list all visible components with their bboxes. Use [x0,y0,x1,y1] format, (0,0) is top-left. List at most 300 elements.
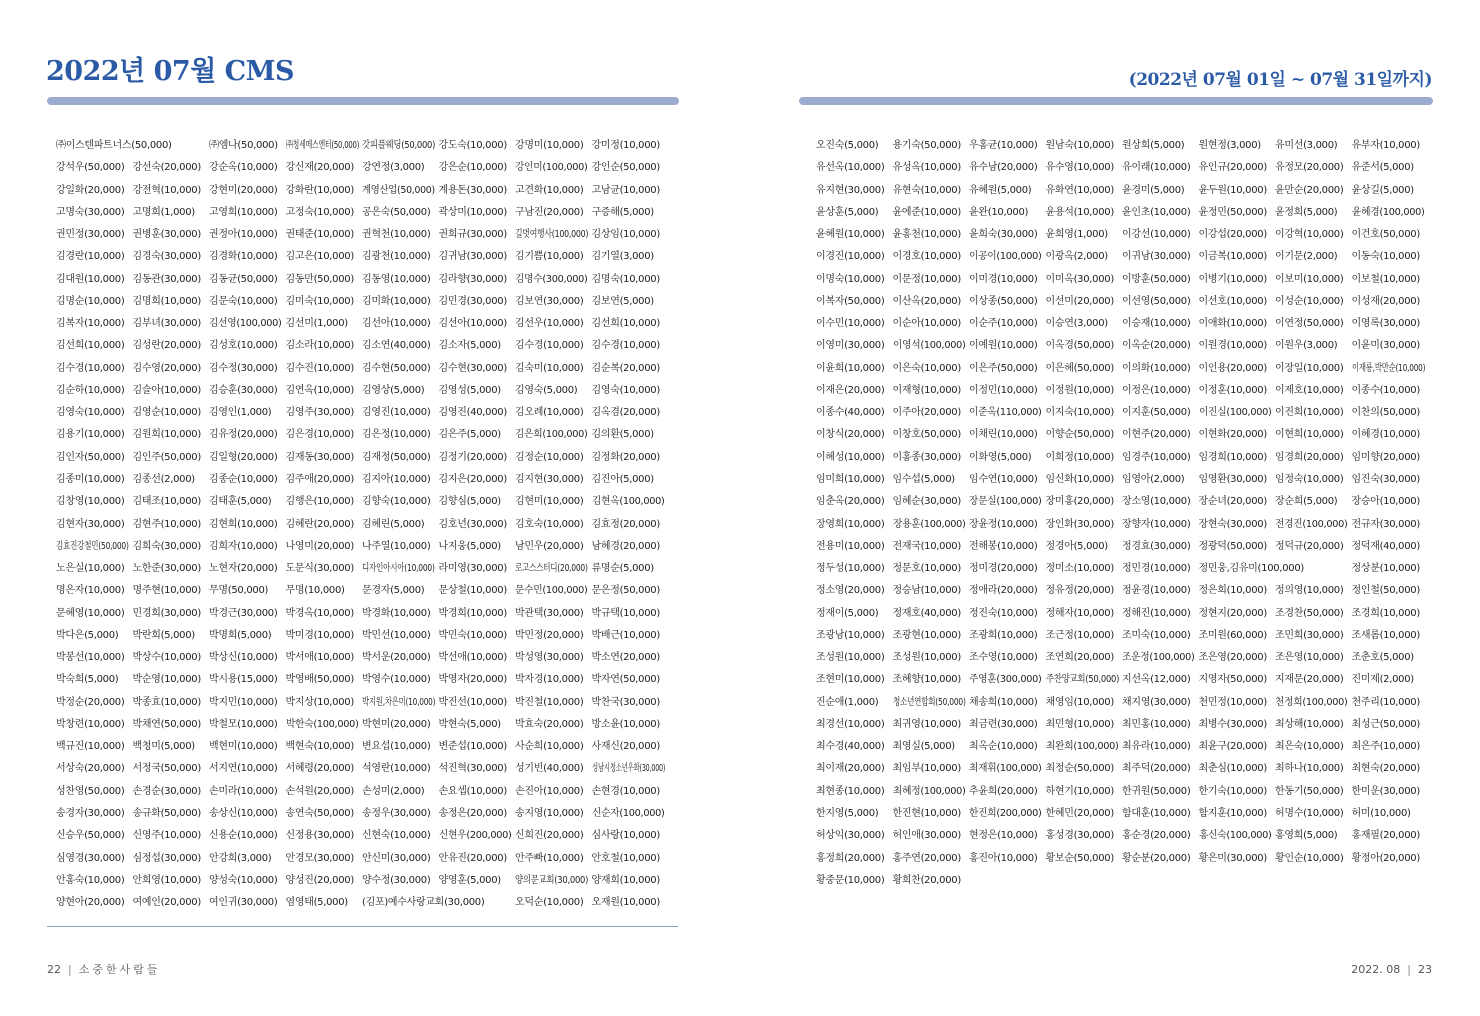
donor-entry: 정미소(10,000) [1045,563,1114,575]
donor-cell [816,358,893,380]
donor-entry: 김현주(10,000) [132,518,201,530]
donor-cell [1122,447,1199,469]
donor-entry: 김진아(5,000) [591,473,654,485]
donor-cell [1046,269,1123,291]
donor-cell [362,313,439,335]
donor-cell [1199,157,1276,179]
donor-cell [1199,580,1276,602]
donor-entry: 박서애(10,000) [285,652,354,664]
donor-cell [1122,402,1199,424]
donor-cell [1046,803,1123,825]
donor-cell [286,848,363,870]
donor-cell [362,358,439,380]
donor-entry: 임수섭(5,000) [892,473,955,485]
donor-entry: 함지훈(10,000) [1198,807,1267,819]
donor-cell [816,380,893,402]
donor-cell [893,669,970,691]
donor-entry: 장인화(30,000) [1045,518,1114,530]
donor-cell [816,246,893,268]
donor-entry: 정두성(10,000) [816,563,885,575]
donor-cell [1046,402,1123,424]
donor-cell [1352,692,1429,714]
donor-cell [893,848,970,870]
donor-cell [56,870,133,892]
donor-cell [592,803,669,825]
donor-entry: 김민경(30,000) [438,295,507,307]
donor-entry: 최현종(10,000) [816,785,885,797]
donor-entry: 황보순(50,000) [1045,852,1114,864]
donor-cell [56,424,133,446]
donor-cell [439,424,516,446]
donor-cell [515,781,592,803]
donor-entry: 한미운(30,000) [1351,785,1420,797]
donor-cell [362,558,439,580]
donor-cell [1199,424,1276,446]
donor-entry: 홍주연(20,000) [892,852,961,864]
donor-entry: 허미(10,000) [1351,807,1411,819]
donor-entry: 채송희(10,000) [969,696,1038,708]
donor-entry: 홍진아(10,000) [969,852,1038,864]
donor-cell [362,758,439,780]
donor-cell [133,380,210,402]
donor-entry: 이윤희(10,000) [816,362,885,374]
donor-cell [1199,848,1276,870]
donor-entry: 김영숙(5,000) [515,384,578,396]
donor-entry: 김효진강철민(50,000) [56,540,129,552]
donor-cell [1046,781,1123,803]
donor-entry: 석영란(10,000) [362,763,431,775]
donor-entry: 신희진(20,000) [515,830,584,842]
donor-cell [362,781,439,803]
donor-cell [133,781,210,803]
donor-cell [133,848,210,870]
donor-entry: 박숙희(5,000) [56,674,119,686]
donor-cell [439,402,516,424]
donor-cell [592,447,669,469]
donor-entry: 이제호(10,000) [1275,384,1344,396]
donor-entry: 이창식(20,000) [816,429,885,441]
donor-entry: 김은희(100,000) [515,429,588,441]
donor-entry: 이귀남(30,000) [1122,251,1191,263]
donor-entry: 천주리(10,000) [1351,696,1420,708]
donor-cell [1352,224,1429,246]
donor-entry: 이현주(20,000) [1122,429,1191,441]
donor-cell [1199,714,1276,736]
donor-cell [1122,758,1199,780]
donor-cell [969,246,1046,268]
donor-entry: 김대원(10,000) [56,273,125,285]
donor-cell [816,491,893,513]
donor-cell [209,536,286,558]
donor-entry: 김영상(5,000) [362,384,425,396]
donor-cell [133,580,210,602]
donor-entry: 안호철(10,000) [591,852,660,864]
donor-entry: 장영희(10,000) [816,518,885,530]
donor-entry: 이은주(50,000) [969,362,1038,374]
donor-entry: 임경주(10,000) [1122,451,1191,463]
left-footer [47,961,160,979]
donor-entry: 전해봉(10,000) [969,540,1038,552]
donor-entry: 명주현(10,000) [132,585,201,597]
donor-cell [515,447,592,469]
donor-entry: 강미정(10,000) [591,140,660,151]
donor-entry: 김기열(3,000) [591,251,654,263]
donor-cell [1122,291,1199,313]
donor-entry: 김현희(10,000) [209,518,278,530]
donor-cell [439,335,516,357]
donor-entry: 최은주(10,000) [1351,741,1420,753]
donor-cell [1199,447,1276,469]
donor-cell [209,491,286,513]
donor-entry: 안홍숙(10,000) [56,874,125,886]
donor-entry: 김재동(30,000) [285,451,354,463]
donor-cell [133,157,210,179]
donor-cell [969,669,1046,691]
donor-cell [1122,625,1199,647]
donor-entry: 김은주(5,000) [438,429,501,441]
donor-cell [592,358,669,380]
donor-cell [133,447,210,469]
donor-entry: 박민선(10,000) [362,629,431,641]
donor-entry: ㈜엠나(50,000) [209,140,278,151]
donor-entry: 김희자(10,000) [209,540,278,552]
donor-entry: 이경호(10,000) [892,251,961,263]
donor-cell [1122,224,1199,246]
donor-cell [209,603,286,625]
donor-entry: 여인귀(30,000) [209,897,278,909]
donor-cell [1199,514,1276,536]
donor-entry: 조운정(100,000) [1122,652,1195,664]
donor-entry: 이은숙(10,000) [892,362,961,374]
donor-entry: 김정기(20,000) [438,451,507,463]
donor-cell [1046,180,1123,202]
donor-entry: 한진현(10,000) [892,807,961,819]
donor-cell [133,825,210,847]
donor-entry: 박경옥(10,000) [285,607,354,619]
donor-cell [969,714,1046,736]
donor-cell [1046,246,1123,268]
donor-entry: 주찬양교회(50,000) [1045,674,1119,686]
donor-entry: 손미라(10,000) [209,785,278,797]
donor-cell [362,803,439,825]
donor-entry: 양성숙(10,000) [209,874,278,886]
donor-cell [439,625,516,647]
donor-cell [133,603,210,625]
donor-entry: 박민숙(10,000) [438,629,507,641]
donor-entry: 김광천(10,000) [362,251,431,263]
donor-cell [362,625,439,647]
donor-cell [209,380,286,402]
donor-cell [1046,491,1123,513]
donor-entry: 손현경(10,000) [591,785,660,797]
donor-entry: 이선영(50,000) [1122,295,1191,307]
donor-entry: 홍성경(30,000) [1045,830,1114,842]
donor-cell [1275,469,1352,491]
donor-entry: 김선희(10,000) [56,340,125,352]
donor-cell [362,647,439,669]
donor-entry: 김복자(10,000) [56,318,125,330]
donor-entry: 신영주(10,000) [132,830,201,842]
donor-cell [592,157,669,179]
donor-entry: 김현옥(100,000) [591,496,665,508]
donor-cell [439,447,516,469]
donor-cell [133,647,210,669]
donor-cell [362,892,515,914]
donor-cell [209,402,286,424]
donor-cell [439,580,516,602]
donor-cell [209,202,286,224]
donor-entry: 김은경(10,000) [285,429,354,441]
donor-cell [1275,202,1352,224]
donor-cell [362,469,439,491]
donor-entry: 김재정(50,000) [362,451,431,463]
donor-entry: 박채연(50,000) [132,718,201,730]
donor-entry: 허명수(10,000) [1275,807,1344,819]
donor-cell [1275,335,1352,357]
donor-cell [1275,269,1352,291]
donor-entry: 양재희(10,000) [591,874,660,886]
donor-cell [969,469,1046,491]
donor-cell [515,714,592,736]
donor-entry: 윤정민(50,000) [1198,206,1267,218]
donor-cell [1275,714,1352,736]
donor-entry: 무명(10,000) [285,585,345,597]
donor-entry: 이상종(50,000) [969,295,1038,307]
donor-entry: 최영실(5,000) [892,741,955,753]
donor-cell [286,246,363,268]
donor-cell [816,647,893,669]
donor-entry: 이순주(10,000) [969,318,1038,330]
donor-entry: 주영훈(300,000) [969,674,1042,686]
donor-entry: 박자경(10,000) [515,674,584,686]
donor-cell [515,224,592,246]
donor-entry: 정덕재(40,000) [1351,540,1420,552]
donor-entry: 정문호(10,000) [892,563,961,575]
donor-cell [439,380,516,402]
donor-cell [56,692,133,714]
donor-cell [816,269,893,291]
donor-entry: 권혁천(10,000) [362,229,431,241]
donor-entry: 김영성(5,000) [438,384,501,396]
donor-entry: 김수진(10,000) [285,362,354,374]
donor-entry: 황은미(30,000) [1198,852,1267,864]
donor-cell [1046,224,1123,246]
donor-entry: 이금복(10,000) [1198,251,1267,263]
donor-entry: 윤희숙(30,000) [969,229,1038,241]
donor-cell [439,180,516,202]
donor-cell [893,825,970,847]
donor-cell [893,291,970,313]
donor-cell [893,647,970,669]
donor-entry: 윤홍천(10,000) [892,229,961,241]
donor-entry: 박종효(10,000) [132,696,201,708]
donor-cell [592,514,669,536]
donor-entry: 안신미(30,000) [362,852,431,864]
donor-cell [133,246,210,268]
donor-entry: 정해자(10,000) [1045,607,1114,619]
donor-cell [1352,469,1429,491]
donor-cell [439,848,516,870]
donor-cell [969,580,1046,602]
donor-entry: 조미숙(10,000) [1122,629,1191,641]
donor-entry: 김은정(10,000) [362,429,431,441]
donor-entry: 갓피플웨딩(50,000) [362,140,436,151]
donor-cell [816,803,893,825]
donor-cell [362,335,439,357]
donor-entry: 김향심(5,000) [438,496,501,508]
donor-cell [1046,313,1123,335]
donor-cell [515,335,592,357]
donor-entry: 길벗여행사(100,000) [515,229,589,241]
donor-entry: 이공이(100,000) [969,251,1042,263]
donor-cell [893,714,970,736]
donor-entry: 정해진(10,000) [1122,607,1191,619]
donor-cell [816,558,893,580]
donor-entry: 김순하(10,000) [56,384,125,396]
donor-cell [592,313,669,335]
donor-cell [1275,180,1352,202]
donor-entry: 신용순(10,000) [209,830,278,842]
donor-cell [969,536,1046,558]
donor-cell [56,803,133,825]
donor-entry: 이정원(10,000) [1045,384,1114,396]
donor-entry: 이영석(100,000) [892,340,966,352]
donor-entry: 무명(50,000) [209,585,269,597]
donor-cell [286,736,363,758]
donor-cell [969,848,1046,870]
donor-entry: 문은정(50,000) [591,585,660,597]
donor-entry: 박경희(10,000) [438,607,507,619]
donor-entry: 박정순(20,000) [56,696,125,708]
donor-entry: 김일형(20,000) [209,451,278,463]
donor-cell [592,758,669,780]
donor-cell [969,758,1046,780]
donor-cell [515,870,592,892]
donor-cell [209,335,286,357]
donor-cell [969,603,1046,625]
donor-cell [1352,157,1429,179]
donor-cell [1275,224,1352,246]
donor-cell [286,536,363,558]
donor-entry: 구남진(20,000) [515,206,584,218]
donor-entry: 박성영(30,000) [515,652,584,664]
donor-entry: 정승남(10,000) [892,585,961,597]
donor-cell [592,603,669,625]
donor-entry: 이승재(10,000) [1122,318,1191,330]
donor-entry: 김소라(10,000) [285,340,354,352]
donor-cell [1275,647,1352,669]
donor-entry: 장미홍(20,000) [1045,496,1114,508]
donor-entry: 유현숙(10,000) [892,184,961,196]
donor-entry: 황정아(20,000) [1351,852,1420,864]
donor-entry: 박진철(10,000) [515,696,584,708]
donor-cell [1122,358,1199,380]
donor-cell [439,291,516,313]
donor-entry: 김선미(1,000) [285,318,348,330]
donor-cell [362,180,439,202]
donor-cell [209,580,286,602]
donor-cell [439,135,516,157]
donor-cell [515,202,592,224]
donor-entry: 원현정(3,000) [1198,140,1261,151]
donor-entry: 손진아(10,000) [515,785,584,797]
donor-entry: 고명희(1,000) [132,206,195,218]
donor-cell [56,291,133,313]
donor-cell [362,402,439,424]
donor-cell [362,580,439,602]
donor-entry: 최정순(50,000) [1045,763,1114,775]
donor-cell [1352,758,1429,780]
donor-cell [1046,514,1123,536]
donor-entry: 도문식(30,000) [285,563,354,575]
donor-entry: 김지현(30,000) [515,473,584,485]
donor-cell [515,424,592,446]
donor-entry: 홍신숙(100,000) [1198,830,1272,842]
donor-entry: 김수정(30,000) [209,362,278,374]
donor-entry: 여예인(20,000) [132,897,201,909]
donor-cell [133,469,210,491]
donor-entry: 이윤미(30,000) [1351,340,1420,352]
donor-entry: 이보철(10,000) [1351,273,1420,285]
donor-cell [969,313,1046,335]
donor-entry: 김영순(10,000) [132,407,201,419]
donor-cell [592,135,669,157]
donor-entry: 김희숙(30,000) [132,540,201,552]
donor-cell [592,424,669,446]
donor-cell [893,246,970,268]
donor-cell [1046,669,1123,691]
donor-cell [1046,291,1123,313]
left-page-number: 22 [47,963,61,976]
donor-cell [362,424,439,446]
donor-entry: 백청미(5,000) [132,741,195,753]
donor-entry: 안유진(20,000) [438,852,507,864]
donor-cell [1122,269,1199,291]
donor-entry: 고영희(10,000) [209,206,278,218]
donor-cell [56,580,133,602]
donor-entry: 김선희(10,000) [591,318,660,330]
donor-cell [592,781,669,803]
donor-cell [1352,135,1429,157]
donor-entry: 이지훈(50,000) [1122,407,1191,419]
donor-entry: 임신화(10,000) [1045,473,1114,485]
donor-entry: 김명수(300,000) [515,273,588,285]
donor-entry: 황희찬(20,000) [892,874,961,886]
donor-entry: 이병기(10,000) [1198,273,1267,285]
donor-entry: 김기쁨(10,000) [515,251,584,263]
donor-entry: 백규진(10,000) [56,741,125,753]
donor-cell [439,825,516,847]
donor-entry: 박선애(10,000) [438,652,507,664]
donor-entry: 김효정(20,000) [591,518,660,530]
donor-entry: 안강희(3,000) [209,852,272,864]
donor-cell [1122,647,1199,669]
donor-entry: 한진희(200,000) [969,807,1042,819]
donor-entry: 양수정(30,000) [362,874,431,886]
donor-cell [1352,825,1429,847]
donor-entry: 최이재(20,000) [816,763,885,775]
donor-entry: 유지현(30,000) [816,184,885,196]
donor-entry: 손성미(2,000) [362,785,425,797]
donor-cell [286,758,363,780]
donor-entry: 김선아(10,000) [362,318,431,330]
donor-cell [969,781,1046,803]
donor-entry: 김수경(10,000) [591,340,660,352]
donor-cell [515,402,592,424]
donor-entry: 최완희(100,000) [1045,741,1119,753]
donor-entry: 최병수(30,000) [1198,718,1267,730]
donor-entry: 이강선(10,000) [1122,229,1191,241]
